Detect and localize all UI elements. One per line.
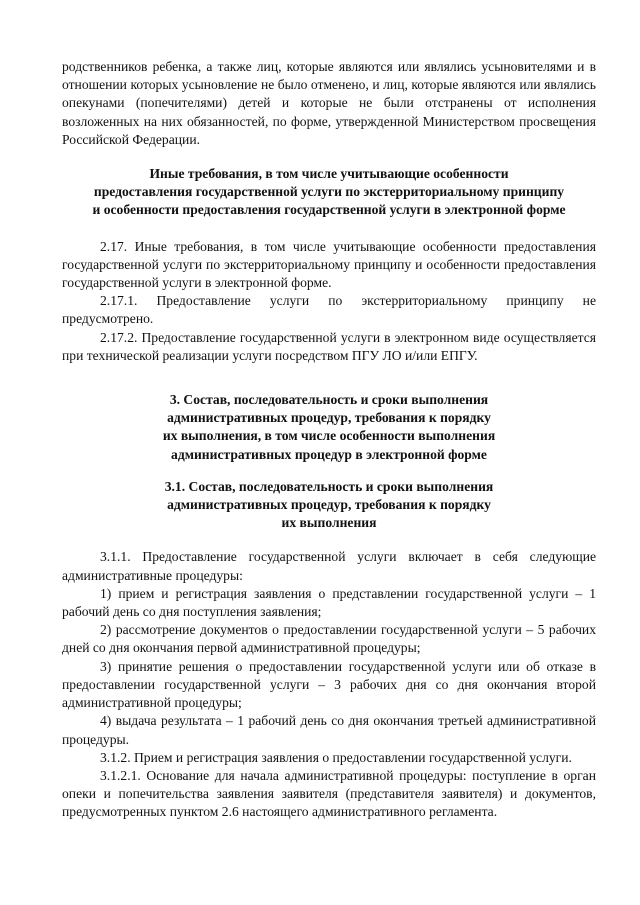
list-item-3: 3) принятие решения о предоставлении государственной услуги или об отказе в предоставлении государственной услуги – 3 рабочих дня со дня окончания второй административной процедуры; [62,658,596,711]
heading-line: предоставления государственной услуги по экстерриториальному принципу [93,184,565,200]
section-heading-3 [62,391,596,464]
heading-line: 3. Состав, последовательность и сроки выполнения [169,392,489,408]
list-item-4: 4) выдача результата – 1 рабочий день со дня окончания третьей административной процедуры. [62,713,596,747]
heading-line: их выполнения, в том числе особенности выполнения [162,428,496,444]
section-heading-other-requirements [62,165,596,220]
paragraph-3-1-2: 3.1.2. Прием и регистрация заявления о предоставлении государственной услуги. [100,749,572,765]
paragraph-2-17-2: 2.17.2. Предоставление государственной услуги в электронном виде осуществляется при технической реализации услуги посредством ПГУ ЛО и/или ЕПГУ. [62,329,596,363]
paragraph-3-1-1: 3.1.1. Предоставление государственной услуги включает в себя следующие административные процедуры: [62,549,596,583]
paragraph-2-17: 2.17. Иные требования, в том числе учитывающие особенности предоставления государственной услуги по экстерриториальному принципу и особенности предоставления государственной услуги в электронной форме. [62,238,596,291]
heading-line: Иные требования, в том числе учитывающие особенности [149,166,509,182]
heading-line: их выполнения [281,515,377,531]
list-item-2: 2) рассмотрение документов о предоставлении государственной услуги – 5 рабочих дней со дня окончания первой административной процедуры; [62,622,596,656]
heading-line: и особенности предоставления государственной услуги в электронной форме [92,202,566,218]
paragraph-2-17-1: 2.17.1. Предоставление услуги по экстерриториальному принципу не предусмотрено. [62,293,596,327]
heading-line: административных процедур в электронной форме [171,446,487,462]
heading-line: административных процедур, требования к порядку [167,410,491,426]
intro-paragraph: родственников ребенка, а также лиц, которые являются или являлись усыновителями и в отношении которых усыновление не было отменено, и лиц, которые являются или являлись опекунами (попечителями) детей и которые не были отстранены от исполнения возложенных на них обязанностей, по форме, утвержденной Министерством просвещения Российской Федерации. [62,59,596,147]
section-heading-3-1 [62,478,596,533]
paragraph-3-1-2-1: 3.1.2.1. Основание для начала административной процедуры: поступление в орган опеки и попечительства заявления заявителя (представителя заявителя) и документов, предусмотренных пунктом 2.6 настоящего административного регламента. [62,767,596,820]
heading-line: административных процедур, требования к порядку [167,497,491,513]
list-item-1: 1) прием и регистрация заявления о представлении государственной услуги – 1 рабочий день со дня поступления заявления; [62,585,596,620]
heading-line: 3.1. Состав, последовательность и сроки выполнения [164,478,494,494]
